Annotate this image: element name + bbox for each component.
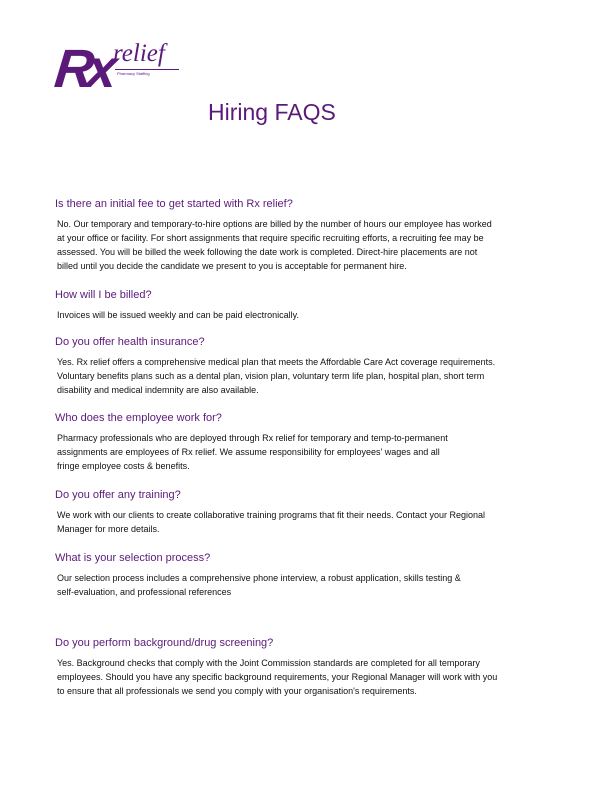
faq-answer <box>57 308 555 322</box>
faq-answer-line: employees. Should you have any specific background requirements, your Regional Manager will work with you <box>57 672 498 682</box>
faq-selection-process <box>55 551 555 599</box>
faq-question: Is there an initial fee to get started with Rx relief? <box>55 198 293 210</box>
faq-answer <box>57 508 555 536</box>
faq-training <box>55 488 555 536</box>
page-title: Hiring FAQS <box>208 99 336 125</box>
faq-answer-line: We work with our clients to create collaborative training programs that fit their needs. Contact your Regional <box>57 510 486 520</box>
faq-answer-line: assessed. You will be billed the week following the date work is completed. Direct-hire placements are not <box>57 247 478 257</box>
faq-answer-line: to ensure that all professionals we send you comply with your organisation's requirements. <box>57 686 417 696</box>
faq-question: Do you offer health insurance? <box>55 336 205 348</box>
logo-underline <box>115 69 179 70</box>
faq-answer <box>57 217 555 273</box>
logo-rx-mark: Rx <box>51 39 114 99</box>
faq-answer <box>57 431 555 473</box>
logo-relief-wordmark: relief <box>113 40 165 67</box>
faq-answer-line: Yes. Background checks that comply with the Joint Commission standards are completed for all temporary <box>57 658 480 668</box>
faq-answer-line: Invoices will be issued weekly and can be paid electronically. <box>57 310 299 320</box>
faq-answer-line: fringe employee costs & benefits. <box>57 461 190 471</box>
faq-answer <box>57 656 555 698</box>
faq-answer-line: Yes. Rx relief offers a comprehensive medical plan that meets the Affordable Care Act coverage requirements. <box>57 357 496 367</box>
faq-answer <box>57 571 555 599</box>
faq-initial-fee <box>55 197 555 273</box>
faq-answer-line: assignments are employees of Rx relief. We assume responsibility for employees' wages and all <box>57 447 440 457</box>
faq-billing <box>55 288 555 322</box>
logo-tagline: Pharmacy Staffing <box>117 71 150 76</box>
faq-health-insurance <box>55 335 555 397</box>
faq-question: Do you perform background/drug screening? <box>55 637 274 649</box>
faq-question: Who does the employee work for? <box>55 412 222 424</box>
faq-background-screening <box>55 636 555 698</box>
faq-answer-line: at your office or facility. For short assignments that require specific recruiting efforts, a recruiting fee may be <box>57 233 484 243</box>
faq-question: What is your selection process? <box>55 552 211 564</box>
faq-answer-line: Manager for more details. <box>57 524 160 534</box>
faq-answer-line: Our selection process includes a comprehensive phone interview, a robust application, skills testing & <box>57 573 461 583</box>
faq-answer-line: disability and medical indemnity are also available. <box>57 385 259 395</box>
rx-relief-logo <box>51 38 185 108</box>
faq-answer-line: Voluntary benefits plans such as a dental plan, vision plan, voluntary term life plan, hospital plan, short term <box>57 371 485 381</box>
faq-answer-line: billed until you decide the candidate we present to you is acceptable for permanent hire. <box>57 261 407 271</box>
faq-question: Do you offer any training? <box>55 489 181 501</box>
faq-answer-line: No. Our temporary and temporary-to-hire options are billed by the number of hours our employee has worked <box>57 219 492 229</box>
faq-answer-line: Pharmacy professionals who are deployed through Rx relief for temporary and temp-to-permanent <box>57 433 448 443</box>
faq-answer-line: self-evaluation, and professional references <box>57 587 232 597</box>
faq-employer <box>55 411 555 473</box>
faq-answer <box>57 355 555 397</box>
faq-question: How will I be billed? <box>55 289 152 301</box>
